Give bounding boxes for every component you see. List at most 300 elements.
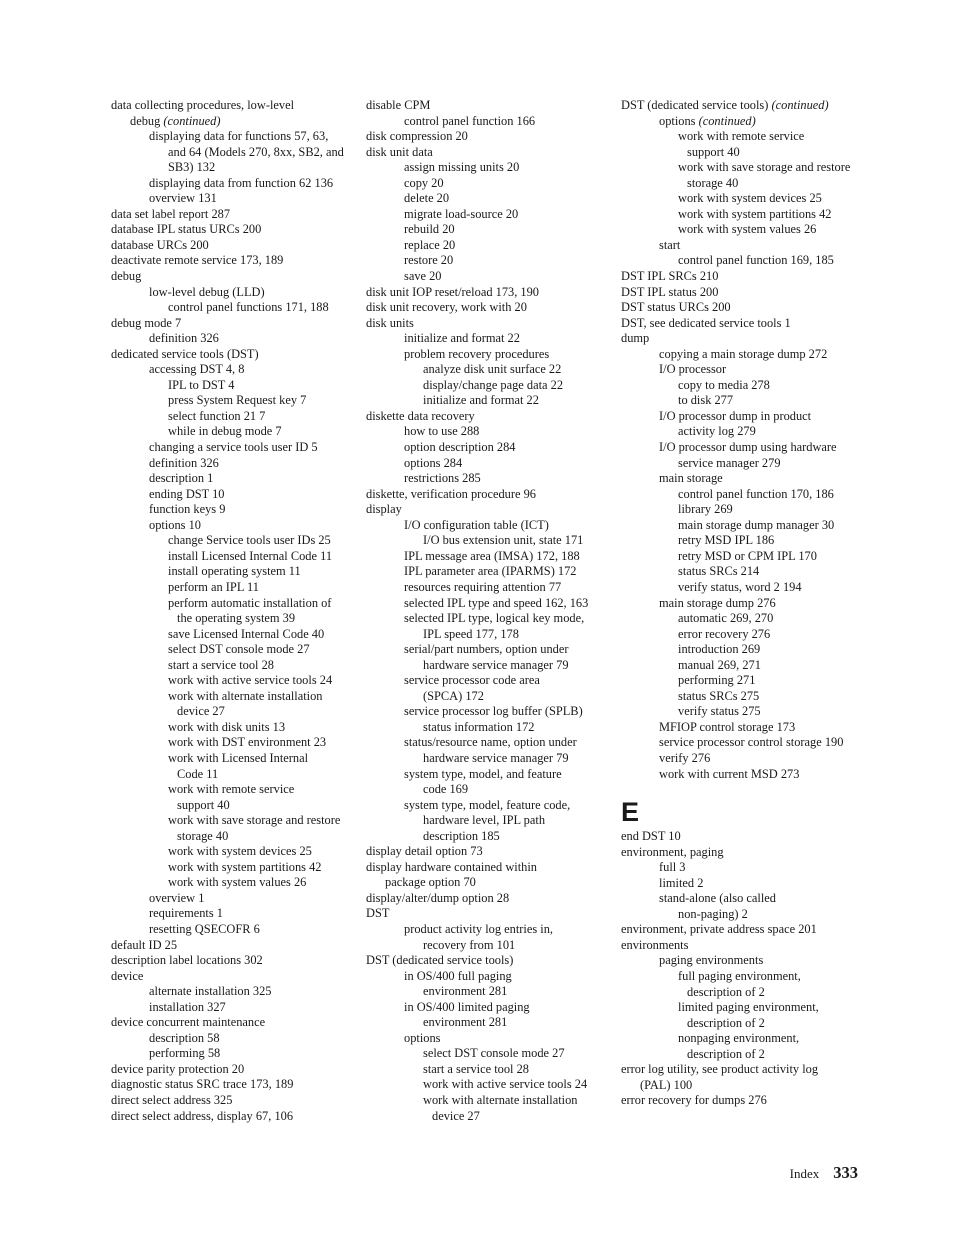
index-entry — [366, 533, 611, 549]
index-entry — [366, 673, 611, 689]
index-entry-text: data set label report 287 — [111, 206, 231, 221]
index-entry — [111, 673, 356, 689]
index-entry-text: work with system devices 25 — [678, 191, 822, 206]
index-entry — [366, 906, 611, 922]
index-entry — [621, 1016, 866, 1032]
index-entry-text: disk unit IOP reset/reload 173, 190 — [366, 284, 539, 299]
index-entry — [366, 129, 611, 145]
index-entry-text: performing 271 — [678, 673, 756, 688]
index-entry — [621, 1047, 866, 1063]
index-entry — [111, 487, 356, 503]
index-entry-text: status SRCs 275 — [678, 688, 760, 703]
index-entry-text: main storage dump manager 30 — [678, 517, 835, 532]
index-entry-text: verify status 275 — [678, 704, 761, 719]
index-entry-text: changing a service tools user ID 5 — [149, 440, 318, 455]
index-entry — [621, 176, 866, 192]
index-entry-text: selected IPL type and speed 162, 163 — [404, 595, 589, 610]
index-entry — [111, 114, 356, 130]
index-entry-text: overview 1 — [149, 890, 205, 905]
index-entry-text: ending DST 10 — [149, 486, 225, 501]
index-entry-text: select DST console mode 27 — [168, 642, 310, 657]
index-entry — [621, 487, 866, 503]
index-entry — [366, 409, 611, 425]
index-entry — [111, 98, 356, 114]
index-entry — [621, 1093, 866, 1109]
index-entry-text: work with alternate installation — [423, 1093, 578, 1107]
index-entry — [111, 735, 356, 751]
index-entry-text: DST IPL SRCs 210 — [621, 269, 719, 284]
index-entry — [111, 1093, 356, 1109]
index-entry-text: device — [111, 968, 144, 983]
index-entry — [621, 424, 866, 440]
index-entry-text: work with system partitions 42 — [168, 859, 322, 874]
index-entry — [366, 953, 611, 969]
index-entry-text: DST IPL status 200 — [621, 284, 719, 299]
index-entry-text: environment, private address space 201 — [621, 922, 817, 937]
index-entry — [366, 829, 611, 845]
index-entry — [111, 253, 356, 269]
index-entry-text: copy to media 278 — [678, 377, 770, 392]
index-entry — [111, 1046, 356, 1062]
index-entry-text: restrictions 285 — [404, 471, 481, 486]
index-entry — [621, 876, 866, 892]
index-entry — [111, 611, 356, 627]
index-entry — [111, 222, 356, 238]
index-entry — [366, 98, 611, 114]
index-entry — [366, 456, 611, 472]
index-entry-text: work with active service tools 24 — [168, 673, 333, 688]
index-entry — [366, 424, 611, 440]
index-entry-text: in OS/400 full paging — [404, 968, 512, 983]
index-entry — [111, 1000, 356, 1016]
index-entry-text: options 284 — [404, 455, 463, 470]
index-entry — [111, 891, 356, 907]
index-entry-text: displaying data from function 62 136 — [149, 175, 334, 190]
index-entry — [366, 969, 611, 985]
index-entry — [366, 938, 611, 954]
index-entry-text: package option 70 — [385, 875, 476, 890]
index-entry — [621, 658, 866, 674]
page-number: 333 — [833, 1163, 858, 1182]
index-entry — [621, 611, 866, 627]
index-entry-text: system type, model, and feature — [404, 766, 562, 781]
index-entry — [621, 829, 866, 845]
index-entry-text: verify status, word 2 194 — [678, 579, 802, 594]
index-entry — [621, 378, 866, 394]
index-entry-text: initialize and format 22 — [404, 331, 520, 346]
index-entry-text: device 27 — [432, 1108, 480, 1123]
index-entry-text: retry MSD IPL 186 — [678, 533, 775, 548]
index-entry-text: limited 2 — [659, 875, 704, 890]
index-entry — [621, 985, 866, 1001]
index-entry-text: SB3) 132 — [168, 160, 216, 175]
index-entry-text: library 269 — [678, 502, 733, 517]
index-entry-text: migrate load-source 20 — [404, 206, 519, 221]
index-entry-text: debug — [111, 269, 142, 284]
index-entry — [621, 533, 866, 549]
index-entry-text: low-level debug (LLD) — [149, 284, 265, 299]
index-entry — [621, 471, 866, 487]
continued-note: (continued) — [698, 113, 756, 128]
index-entry-text: control panel function 166 — [404, 113, 536, 128]
index-entry — [366, 1062, 611, 1078]
index-entry — [366, 114, 611, 130]
index-entry — [621, 1000, 866, 1016]
index-entry-text: debug mode 7 — [111, 315, 182, 330]
index-entry — [366, 191, 611, 207]
index-entry-text: I/O bus extension unit, state 171 — [423, 533, 584, 548]
index-entry — [621, 347, 866, 363]
index-entry — [366, 642, 611, 658]
index-entry — [111, 549, 356, 565]
index-entry-text: DST — [366, 906, 390, 921]
index-entry-text: display/alter/dump option 28 — [366, 890, 510, 905]
index-entry — [111, 875, 356, 891]
index-entry — [111, 331, 356, 347]
index-entry-text: options 10 — [149, 517, 201, 532]
index-entry-text: device parity protection 20 — [111, 1061, 245, 1076]
index-entry — [621, 456, 866, 472]
index-entry — [366, 300, 611, 316]
index-entry-text: work with remote service — [168, 782, 295, 797]
index-entry — [111, 938, 356, 954]
index-entry — [366, 1031, 611, 1047]
index-entry-text: environment 281 — [423, 984, 508, 999]
index-entry-text: resetting QSECOFR 6 — [149, 921, 260, 936]
index-entry-text: analyze disk unit surface 22 — [423, 362, 562, 377]
index-entry — [621, 735, 866, 751]
index-entry — [366, 564, 611, 580]
index-entry — [111, 844, 356, 860]
index-entry-text: device concurrent maintenance — [111, 1015, 266, 1030]
index-entry-text: options — [659, 113, 696, 128]
section-letter-heading: E — [621, 797, 640, 828]
index-entry — [111, 347, 356, 363]
index-entry — [111, 300, 356, 316]
index-entry — [366, 518, 611, 534]
index-entry-text: alternate installation 325 — [149, 984, 272, 999]
index-entry — [111, 564, 356, 580]
index-entry — [621, 953, 866, 969]
index-entry-text: in OS/400 limited paging — [404, 999, 530, 1014]
index-entry — [621, 704, 866, 720]
index-entry — [621, 673, 866, 689]
index-entry-text: IPL parameter area (IPARMS) 172 — [404, 564, 577, 579]
index-entry — [621, 1078, 866, 1094]
index-entry — [111, 424, 356, 440]
index-entry-text: while in debug mode 7 — [168, 424, 282, 439]
continued-note: (continued) — [771, 98, 829, 112]
index-entry-text: work with system values 26 — [168, 875, 307, 890]
index-entry-text: nonpaging environment, — [678, 1031, 800, 1046]
index-entry — [366, 627, 611, 643]
index-entry-text: assign missing units 20 — [404, 160, 520, 175]
index-entry-text: resources requiring attention 77 — [404, 579, 562, 594]
index-entry-text: description of 2 — [687, 1015, 765, 1030]
index-entry-text: error recovery for dumps 276 — [621, 1093, 767, 1108]
index-entry — [621, 409, 866, 425]
index-entry-text: control panel functions 171, 188 — [168, 300, 329, 315]
index-entry — [621, 860, 866, 876]
index-entry-text: main storage dump 276 — [659, 595, 776, 610]
index-entry — [621, 627, 866, 643]
index-entry-text: environments — [621, 937, 689, 952]
index-entry-text: start a service tool 28 — [168, 657, 274, 672]
index-entry-text: start a service tool 28 — [423, 1061, 529, 1076]
index-entry-text: select DST console mode 27 — [423, 1046, 565, 1061]
index-entry — [621, 362, 866, 378]
index-entry — [621, 922, 866, 938]
index-entry — [111, 580, 356, 596]
index-entry-text: perform an IPL 11 — [168, 579, 259, 594]
index-entry — [366, 860, 611, 876]
index-entry-text: work with current MSD 273 — [659, 766, 800, 781]
index-entry — [366, 596, 611, 612]
index-entry-text: recovery from 101 — [423, 937, 516, 952]
index-entry-text: diskette data recovery — [366, 408, 475, 423]
index-entry-text: definition 326 — [149, 331, 219, 346]
index-entry-text: performing 58 — [149, 1046, 221, 1061]
index-entry-text: to disk 277 — [678, 393, 734, 408]
index-entry — [366, 285, 611, 301]
index-entry-text: perform automatic installation of — [168, 595, 332, 610]
index-entry-text: service processor log buffer (SPLB) — [404, 704, 583, 719]
index-entry — [621, 331, 866, 347]
index-entry — [111, 285, 356, 301]
index-entry — [621, 393, 866, 409]
index-entry-text: work with remote service — [678, 129, 805, 144]
continued-note: (continued) — [163, 113, 221, 128]
index-entry — [621, 440, 866, 456]
index-entry — [111, 627, 356, 643]
index-entry — [111, 1109, 356, 1125]
index-entry — [621, 969, 866, 985]
index-entry-text: error log utility, see product activity log — [621, 1062, 819, 1077]
index-entry-text: disk unit recovery, work with 20 — [366, 300, 527, 315]
index-entry — [111, 362, 356, 378]
index-entry — [111, 393, 356, 409]
index-entry-text: serial/part numbers, option under — [404, 642, 569, 657]
index-entry-text: disable CPM — [366, 98, 431, 112]
index-entry — [621, 502, 866, 518]
index-entry-text: accessing DST 4, 8 — [149, 362, 245, 377]
index-entry — [111, 829, 356, 845]
index-entry — [366, 891, 611, 907]
index-entry — [621, 191, 866, 207]
index-entry — [111, 906, 356, 922]
footer-section-label: Index — [789, 1166, 820, 1181]
index-entry — [111, 238, 356, 254]
index-entry — [621, 114, 866, 130]
index-entry — [366, 378, 611, 394]
index-entry — [621, 580, 866, 596]
index-entry — [111, 456, 356, 472]
index-entry — [111, 704, 356, 720]
index-entry — [111, 316, 356, 332]
index-entry-text: data collecting procedures, low-level — [111, 98, 295, 112]
index-entry-text: disk units — [366, 315, 414, 330]
index-entry — [366, 984, 611, 1000]
index-entry — [621, 238, 866, 254]
index-entry — [366, 1109, 611, 1125]
index-entry-text: support 40 — [177, 797, 230, 812]
index-entry-text: disk compression 20 — [366, 129, 468, 144]
index-entry-text: the operating system 39 — [177, 611, 296, 626]
index-entry-text: database IPL status URCs 200 — [111, 222, 262, 237]
index-entry-text: selected IPL type, logical key mode, — [404, 611, 585, 626]
index-entry — [366, 176, 611, 192]
index-entry-text: initialize and format 22 — [423, 393, 539, 408]
index-entry — [111, 409, 356, 425]
index-entry-text: environment, paging — [621, 844, 724, 859]
index-entry — [111, 782, 356, 798]
index-entry-text: limited paging environment, — [678, 1000, 819, 1015]
index-entry-text: definition 326 — [149, 455, 219, 470]
index-entry-text: press System Request key 7 — [168, 393, 307, 408]
index-entry — [366, 1046, 611, 1062]
index-entry — [366, 798, 611, 814]
index-entry-text: code 169 — [423, 782, 469, 797]
index-entry-text: activity log 279 — [678, 424, 756, 439]
page-footer — [790, 1163, 858, 1183]
index-entry-text: full paging environment, — [678, 968, 801, 983]
index-entry-text: IPL message area (IMSA) 172, 188 — [404, 548, 580, 563]
index-entry-text: MFIOP control storage 173 — [659, 719, 796, 734]
index-entry — [366, 1015, 611, 1031]
index-entry-text: service processor control storage 190 — [659, 735, 844, 750]
index-entry — [621, 253, 866, 269]
index-entry-text: I/O configuration table (ICT) — [404, 517, 549, 532]
index-entry — [111, 689, 356, 705]
index-entry — [366, 222, 611, 238]
index-entry-text: install Licensed Internal Code 11 — [168, 548, 333, 563]
index-entry-text: I/O processor dump using hardware — [659, 440, 837, 455]
index-column-3 — [621, 98, 866, 1109]
index-entry — [366, 875, 611, 891]
index-entry-text: status/resource name, option under — [404, 735, 577, 750]
index-entry-text: dedicated service tools (DST) — [111, 346, 259, 361]
index-entry — [111, 860, 356, 876]
index-entry-text: delete 20 — [404, 191, 450, 206]
index-entry — [621, 891, 866, 907]
index-entry — [621, 907, 866, 923]
index-entry — [621, 207, 866, 223]
index-entry-text: support 40 — [687, 144, 740, 159]
index-entry — [366, 393, 611, 409]
index-entry-text: hardware service manager 79 — [423, 750, 569, 765]
index-entry-text: function keys 9 — [149, 502, 226, 517]
index-entry — [366, 347, 611, 363]
index-entry — [621, 316, 866, 332]
index-entry — [111, 984, 356, 1000]
index-entry-text: main storage — [659, 471, 723, 486]
index-entry — [111, 1015, 356, 1031]
index-entry — [366, 767, 611, 783]
index-entry-text: service manager 279 — [678, 455, 781, 470]
index-entry-text: device 27 — [177, 704, 225, 719]
index-entry-text: start — [659, 237, 681, 252]
index-entry-text: direct select address, display 67, 106 — [111, 1108, 294, 1123]
index-entry-text: description 1 — [149, 471, 214, 486]
index-entry — [111, 720, 356, 736]
index-entry-text: display hardware contained within — [366, 859, 538, 874]
index-entry-text: work with system devices 25 — [168, 844, 312, 859]
index-entry-text: displaying data for functions 57, 63, — [149, 129, 329, 144]
index-entry-text: product activity log entries in, — [404, 921, 553, 936]
index-entry — [621, 564, 866, 580]
index-entry — [111, 658, 356, 674]
index-entry — [111, 751, 356, 767]
index-entry-text: copy 20 — [404, 175, 444, 190]
index-entry — [366, 813, 611, 829]
index-entry — [111, 922, 356, 938]
index-entry — [621, 222, 866, 238]
index-entry-text: DST, see dedicated service tools 1 — [621, 315, 791, 330]
index-entry-text: work with active service tools 24 — [423, 1077, 588, 1092]
index-entry-text: stand-alone (also called — [659, 891, 776, 906]
index-entry — [111, 518, 356, 534]
index-entry — [366, 658, 611, 674]
index-entry — [111, 176, 356, 192]
index-entry-text: work with save storage and restore — [168, 813, 341, 828]
index-entry — [366, 471, 611, 487]
index-column-1 — [111, 98, 356, 1124]
index-entry — [366, 440, 611, 456]
index-entry — [366, 549, 611, 565]
index-entry-text: manual 269, 271 — [678, 657, 761, 672]
index-entry — [621, 518, 866, 534]
index-entry — [621, 269, 866, 285]
index-entry-text: work with alternate installation — [168, 688, 323, 703]
index-entry-text: requirements 1 — [149, 906, 223, 921]
index-entry — [366, 1093, 611, 1109]
index-entry — [111, 813, 356, 829]
index-entry-text: non-paging) 2 — [678, 906, 748, 921]
index-entry-text: introduction 269 — [678, 642, 761, 657]
index-entry — [621, 596, 866, 612]
index-entry-text: select function 21 7 — [168, 408, 266, 423]
index-entry-text: save Licensed Internal Code 40 — [168, 626, 325, 641]
index-entry-text: deactivate remote service 173, 189 — [111, 253, 284, 268]
index-entry-text: service processor code area — [404, 673, 540, 688]
index-entry-text: control panel function 170, 186 — [678, 486, 834, 501]
index-entry — [111, 1077, 356, 1093]
index-entry-text: work with DST environment 23 — [168, 735, 327, 750]
index-entry-text: problem recovery procedures — [404, 346, 550, 361]
index-entry-text: storage 40 — [687, 175, 739, 190]
index-entry-text: database URCs 200 — [111, 237, 209, 252]
index-entry — [621, 129, 866, 145]
index-entry — [366, 207, 611, 223]
index-entry-text: display — [366, 502, 402, 517]
index-entry-text: storage 40 — [177, 828, 229, 843]
index-entry — [366, 362, 611, 378]
index-entry — [621, 1031, 866, 1047]
index-entry-text: verify 276 — [659, 750, 711, 765]
index-entry — [111, 378, 356, 394]
index-entry-text: status SRCs 214 — [678, 564, 760, 579]
index-entry-text: I/O processor dump in product — [659, 408, 812, 423]
index-entry-text: work with system partitions 42 — [678, 206, 832, 221]
index-entry — [366, 145, 611, 161]
index-entry — [366, 253, 611, 269]
index-entry — [366, 751, 611, 767]
index-entry — [621, 720, 866, 736]
index-entry — [366, 238, 611, 254]
index-entry-text: diskette, verification procedure 96 — [366, 486, 536, 501]
index-entry-text: replace 20 — [404, 237, 456, 252]
index-entry-text: Code 11 — [177, 766, 219, 781]
